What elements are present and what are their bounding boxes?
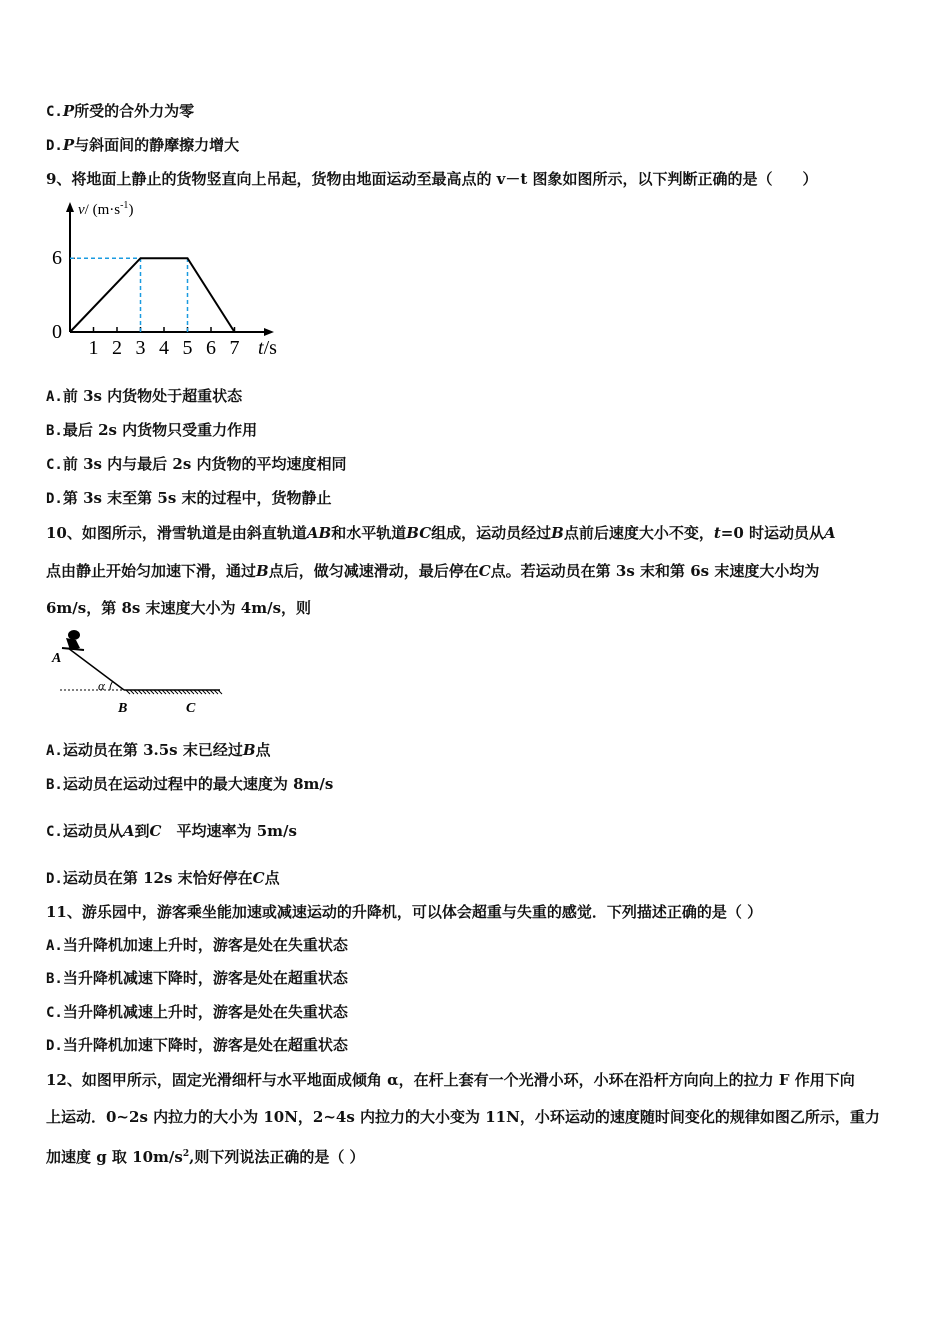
option-label: A. — [46, 938, 63, 954]
option-text: 当升降机加速上升时，游客是处在失重状态 — [62, 936, 348, 954]
option-text: 前 3s 内货物处于超重状态 — [62, 387, 243, 405]
q8-option-d — [46, 135, 906, 156]
q11-option-d — [46, 1035, 906, 1056]
option-label: D. — [46, 1038, 63, 1054]
q9-stem: 9、将地面上静止的货物竖直向上吊起，货物由地面运动至最高点的 v－t 图象如图所示，以下判断正确的是（ ） — [46, 170, 818, 188]
q11-stem: 11、游乐园中，游客乘坐能加速或减速运动的升降机，可以体会超重与失重的感觉．下列描述正确的是（ ） — [46, 903, 763, 921]
y-axis-arrow — [66, 202, 74, 212]
variable-p: P — [62, 136, 75, 154]
option-text: 与斜面间的静摩擦力增大 — [74, 136, 240, 154]
slope-ab — [68, 648, 124, 690]
option-text: 当升降机减速下降时，游客是处在超重状态 — [62, 969, 348, 987]
q10-stem-line2: 点由静止开始匀加速下滑，通过B点后，做匀减速滑动，最后停在C点。若运动员在第 3s 末和第 6s 末速度大小均为 — [46, 562, 820, 580]
y-axis-label: v/ $(m\cdot s^{-1})$ — [78, 200, 134, 218]
option-text: 最后 2s 内货物只受重力作用 — [62, 421, 258, 439]
q9-option-d — [46, 488, 906, 509]
angle-label: α — [98, 678, 105, 693]
q10-option-c: C.运动员从A到C 平均速率为 5m/s — [46, 822, 297, 840]
y-tick-label: 6 — [52, 247, 62, 269]
variable-p: P — [62, 102, 75, 120]
point-a-label: A — [52, 651, 62, 666]
x-axis-label: t/s — [258, 337, 277, 359]
q12-line3: 加速度 g 取 $10m/s^2$,则下列说法正确的是（ ） — [46, 1148, 365, 1166]
q10-option-a: A.运动员在第 3.5s 末已经过B点 — [46, 741, 271, 759]
point-c-label: C — [186, 701, 196, 716]
x-tick-label: 4 — [159, 337, 169, 359]
option-label: C. — [46, 104, 63, 120]
option-label: C. — [46, 1005, 63, 1021]
q12-line2: 上运动．0~2s 内拉力的大小为 10N，2~4s 内拉力的大小变为 11N，小环运动的速度随时间变化的规律如图乙所示，重力 — [46, 1108, 880, 1126]
x-tick-label: 7 — [229, 337, 240, 359]
option-label: D. — [46, 491, 63, 507]
q11-option-a — [46, 935, 906, 956]
x-tick-label: 1 — [88, 337, 99, 359]
x-tick-label: 2 — [112, 337, 122, 359]
q11-option-c — [46, 1002, 906, 1023]
x-tick-label: 3 — [135, 337, 146, 359]
option-label: D. — [46, 138, 63, 154]
x-tick-label: 5 — [182, 337, 193, 359]
q9-option-b — [46, 420, 906, 441]
point-b-label: B — [118, 701, 128, 716]
option-label: A. — [46, 389, 63, 405]
series-line — [70, 258, 235, 332]
q9-option-a — [46, 386, 906, 407]
q12-line1: 12、如图甲所示，固定光滑细杆与水平地面成倾角 α，在杆上套有一个光滑小环，小环在沿杆方向向上的拉力 F 作用下向 — [46, 1071, 855, 1089]
x-axis-arrow — [264, 328, 274, 336]
q8-option-c — [46, 101, 906, 122]
q10-stem-line3: 6m/s，第 8s 末速度大小为 4m/s，则 — [46, 599, 312, 617]
q10-option-d: D.运动员在第 12s 末恰好停在C点 — [46, 869, 280, 887]
q10-option-b: B.运动员在运动过程中的最大速度为 8m/s — [46, 775, 334, 793]
ski-track-figure — [46, 628, 226, 720]
x-tick-label: 6 — [206, 337, 216, 359]
q9-option-c — [46, 454, 906, 475]
q11-option-b — [46, 968, 906, 989]
vt-graph — [44, 196, 304, 366]
option-label: B. — [46, 971, 63, 987]
skier-icon — [62, 630, 84, 650]
option-text: 当升降机加速下降时，游客是处在超重状态 — [62, 1036, 348, 1054]
angle-arc — [110, 681, 113, 690]
origin-label: 0 — [52, 321, 62, 343]
option-text: 前 3s 内与最后 2s 内货物的平均速度相同 — [62, 455, 347, 473]
option-label: B. — [46, 423, 63, 439]
option-text: 第 3s 末至第 5s 末的过程中，货物静止 — [62, 489, 332, 507]
option-label: C. — [46, 457, 63, 473]
option-text: 所受的合外力为零 — [74, 102, 195, 120]
option-text: 当升降机减速上升时，游客是处在失重状态 — [62, 1003, 348, 1021]
q10-stem-line1: 10、如图所示，滑雪轨道是由斜直轨道AB和水平轨道BC组成，运动员经过B点前后速度大小不变，t=0 时运动员从A — [46, 524, 836, 542]
